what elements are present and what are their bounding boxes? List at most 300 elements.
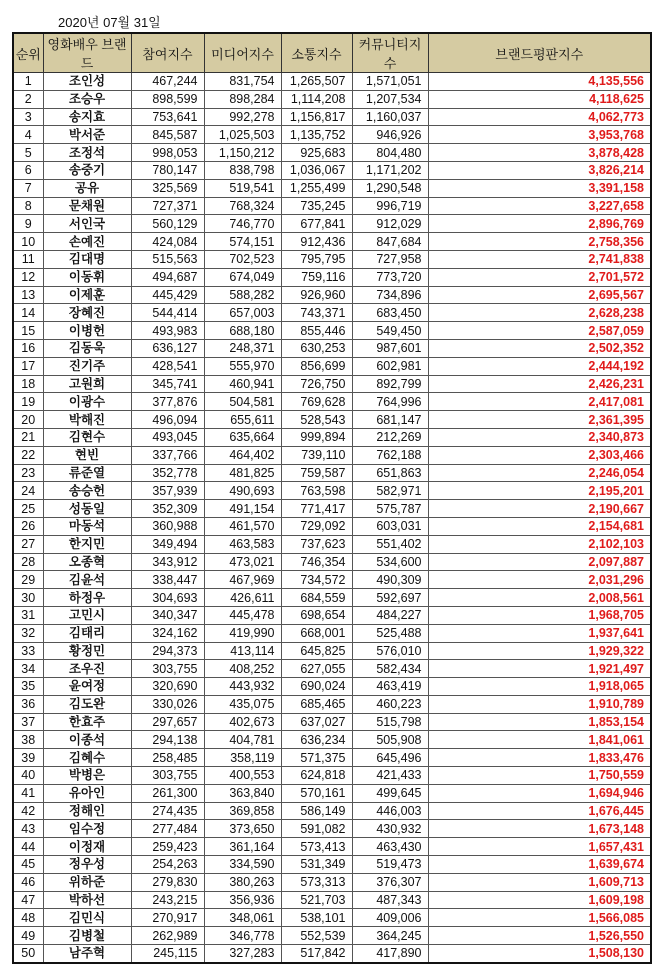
community-cell: 1,290,548 (352, 179, 428, 197)
actor-name-cell: 조인성 (43, 73, 131, 91)
communication-cell: 1,135,752 (281, 126, 352, 144)
media-cell: 655,611 (204, 411, 281, 429)
media-cell: 363,840 (204, 784, 281, 802)
rank-cell: 48 (13, 909, 43, 927)
actor-name-cell: 조승우 (43, 90, 131, 108)
rank-cell: 2 (13, 90, 43, 108)
communication-cell: 627,055 (281, 660, 352, 678)
actor-name-cell: 성동일 (43, 500, 131, 518)
table-row (13, 304, 651, 322)
table-row (13, 339, 651, 357)
participation-cell: 445,429 (131, 286, 204, 304)
reputation-total-cell: 1,657,431 (428, 838, 651, 856)
table-row (13, 891, 651, 909)
media-cell: 334,590 (204, 856, 281, 874)
participation-cell: 780,147 (131, 161, 204, 179)
media-cell: 481,825 (204, 464, 281, 482)
community-cell: 421,433 (352, 767, 428, 785)
actor-name-cell: 박서준 (43, 126, 131, 144)
communication-cell: 528,543 (281, 411, 352, 429)
participation-cell: 262,989 (131, 927, 204, 945)
actor-name-cell: 진기주 (43, 357, 131, 375)
community-cell: 534,600 (352, 553, 428, 571)
reputation-total-cell: 1,929,322 (428, 642, 651, 660)
communication-cell: 795,795 (281, 250, 352, 268)
community-cell: 551,402 (352, 535, 428, 553)
rank-cell: 42 (13, 802, 43, 820)
media-cell: 504,581 (204, 393, 281, 411)
report-date: 2020년 07월 31일 (58, 15, 161, 30)
community-cell: 575,787 (352, 500, 428, 518)
participation-cell: 493,045 (131, 428, 204, 446)
reputation-total-cell: 1,609,713 (428, 873, 651, 891)
media-cell: 402,673 (204, 713, 281, 731)
reputation-total-cell: 1,508,130 (428, 945, 651, 963)
media-cell: 838,798 (204, 161, 281, 179)
reputation-total-cell: 1,676,445 (428, 802, 651, 820)
table-row (13, 873, 651, 891)
reputation-total-cell: 4,062,773 (428, 108, 651, 126)
communication-cell: 912,436 (281, 233, 352, 251)
reputation-total-cell: 2,195,201 (428, 482, 651, 500)
community-cell: 912,029 (352, 215, 428, 233)
communication-cell: 668,001 (281, 624, 352, 642)
participation-cell: 753,641 (131, 108, 204, 126)
actor-name-cell: 이광수 (43, 393, 131, 411)
participation-cell: 845,587 (131, 126, 204, 144)
brand-reputation-table (12, 32, 652, 964)
communication-cell: 538,101 (281, 909, 352, 927)
participation-cell: 325,569 (131, 179, 204, 197)
participation-cell: 320,690 (131, 678, 204, 696)
participation-cell: 428,541 (131, 357, 204, 375)
actor-name-cell: 이제훈 (43, 286, 131, 304)
media-cell: 400,553 (204, 767, 281, 785)
community-cell: 582,434 (352, 660, 428, 678)
community-cell: 364,245 (352, 927, 428, 945)
communication-cell: 737,623 (281, 535, 352, 553)
communication-cell: 856,699 (281, 357, 352, 375)
header-actor-brand: 영화배우 브랜드 (43, 33, 131, 73)
rank-cell: 19 (13, 393, 43, 411)
rank-cell: 43 (13, 820, 43, 838)
participation-cell: 898,599 (131, 90, 204, 108)
reputation-total-cell: 1,841,061 (428, 731, 651, 749)
media-cell: 408,252 (204, 660, 281, 678)
communication-cell: 677,841 (281, 215, 352, 233)
actor-name-cell: 김태리 (43, 624, 131, 642)
actor-name-cell: 마동석 (43, 517, 131, 535)
table-row (13, 375, 651, 393)
communication-cell: 573,413 (281, 838, 352, 856)
communication-cell: 746,354 (281, 553, 352, 571)
rank-cell: 34 (13, 660, 43, 678)
header-rank: 순위 (13, 33, 43, 73)
participation-cell: 279,830 (131, 873, 204, 891)
rank-cell: 20 (13, 411, 43, 429)
participation-cell: 494,687 (131, 268, 204, 286)
rank-cell: 4 (13, 126, 43, 144)
communication-cell: 1,265,507 (281, 73, 352, 91)
community-cell: 463,419 (352, 678, 428, 696)
participation-cell: 467,244 (131, 73, 204, 91)
rank-cell: 29 (13, 571, 43, 589)
actor-name-cell: 황정민 (43, 642, 131, 660)
rank-cell: 10 (13, 233, 43, 251)
reputation-total-cell: 2,097,887 (428, 553, 651, 571)
rank-cell: 44 (13, 838, 43, 856)
rank-cell: 23 (13, 464, 43, 482)
communication-cell: 690,024 (281, 678, 352, 696)
actor-name-cell: 한지민 (43, 535, 131, 553)
media-cell: 445,478 (204, 606, 281, 624)
communication-cell: 685,465 (281, 695, 352, 713)
rank-cell: 26 (13, 517, 43, 535)
media-cell: 248,371 (204, 339, 281, 357)
reputation-total-cell: 2,701,572 (428, 268, 651, 286)
header-communication-index: 소통지수 (281, 33, 352, 73)
reputation-total-cell: 2,154,681 (428, 517, 651, 535)
community-cell: 576,010 (352, 642, 428, 660)
media-cell: 460,941 (204, 375, 281, 393)
community-cell: 651,863 (352, 464, 428, 482)
reputation-total-cell: 1,918,065 (428, 678, 651, 696)
table-row (13, 144, 651, 162)
reputation-total-cell: 2,340,873 (428, 428, 651, 446)
reputation-total-cell: 2,426,231 (428, 375, 651, 393)
actor-name-cell: 이병헌 (43, 322, 131, 340)
community-cell: 764,996 (352, 393, 428, 411)
communication-cell: 636,234 (281, 731, 352, 749)
participation-cell: 636,127 (131, 339, 204, 357)
communication-cell: 521,703 (281, 891, 352, 909)
actor-name-cell: 유아인 (43, 784, 131, 802)
participation-cell: 324,162 (131, 624, 204, 642)
reputation-total-cell: 2,417,081 (428, 393, 651, 411)
rank-cell: 1 (13, 73, 43, 91)
actor-name-cell: 서인국 (43, 215, 131, 233)
communication-cell: 763,598 (281, 482, 352, 500)
participation-cell: 304,693 (131, 589, 204, 607)
header-row (13, 33, 651, 73)
rank-cell: 27 (13, 535, 43, 553)
community-cell: 484,227 (352, 606, 428, 624)
table-row (13, 197, 651, 215)
table-row (13, 500, 651, 518)
reputation-total-cell: 1,833,476 (428, 749, 651, 767)
table-row (13, 90, 651, 108)
table-body (13, 73, 651, 963)
table-row (13, 784, 651, 802)
communication-cell: 1,255,499 (281, 179, 352, 197)
media-cell: 635,664 (204, 428, 281, 446)
actor-name-cell: 현빈 (43, 446, 131, 464)
media-cell: 555,970 (204, 357, 281, 375)
communication-cell: 1,114,208 (281, 90, 352, 108)
communication-cell: 759,587 (281, 464, 352, 482)
community-cell: 847,684 (352, 233, 428, 251)
actor-name-cell: 하정우 (43, 589, 131, 607)
table-row (13, 802, 651, 820)
reputation-total-cell: 1,853,154 (428, 713, 651, 731)
table-row (13, 606, 651, 624)
participation-cell: 377,876 (131, 393, 204, 411)
community-cell: 762,188 (352, 446, 428, 464)
table-row (13, 589, 651, 607)
actor-name-cell: 김윤석 (43, 571, 131, 589)
communication-cell: 684,559 (281, 589, 352, 607)
participation-cell: 303,755 (131, 660, 204, 678)
reputation-total-cell: 2,102,103 (428, 535, 651, 553)
media-cell: 346,778 (204, 927, 281, 945)
participation-cell: 493,983 (131, 322, 204, 340)
participation-cell: 297,657 (131, 713, 204, 731)
actor-name-cell: 이동휘 (43, 268, 131, 286)
actor-name-cell: 공유 (43, 179, 131, 197)
communication-cell: 999,894 (281, 428, 352, 446)
community-cell: 446,003 (352, 802, 428, 820)
rank-cell: 35 (13, 678, 43, 696)
actor-name-cell: 장혜진 (43, 304, 131, 322)
reputation-total-cell: 1,910,789 (428, 695, 651, 713)
rank-cell: 9 (13, 215, 43, 233)
community-cell: 987,601 (352, 339, 428, 357)
communication-cell: 743,371 (281, 304, 352, 322)
reputation-total-cell: 2,031,296 (428, 571, 651, 589)
community-cell: 727,958 (352, 250, 428, 268)
table-row (13, 571, 651, 589)
communication-cell: 637,027 (281, 713, 352, 731)
rank-cell: 41 (13, 784, 43, 802)
media-cell: 419,990 (204, 624, 281, 642)
table-row (13, 268, 651, 286)
reputation-total-cell: 2,444,192 (428, 357, 651, 375)
reputation-total-cell: 1,750,559 (428, 767, 651, 785)
reputation-total-cell: 1,968,705 (428, 606, 651, 624)
reputation-total-cell: 1,609,198 (428, 891, 651, 909)
communication-cell: 571,375 (281, 749, 352, 767)
rank-cell: 37 (13, 713, 43, 731)
actor-name-cell: 이정재 (43, 838, 131, 856)
media-cell: 831,754 (204, 73, 281, 91)
actor-name-cell: 김혜수 (43, 749, 131, 767)
community-cell: 1,171,202 (352, 161, 428, 179)
table-row (13, 428, 651, 446)
rank-cell: 7 (13, 179, 43, 197)
media-cell: 443,932 (204, 678, 281, 696)
community-cell: 505,908 (352, 731, 428, 749)
table-row (13, 678, 651, 696)
table-row (13, 695, 651, 713)
media-cell: 369,858 (204, 802, 281, 820)
media-cell: 413,114 (204, 642, 281, 660)
actor-name-cell: 박병은 (43, 767, 131, 785)
table-row (13, 446, 651, 464)
header-community-index: 커뮤니티지수 (352, 33, 428, 73)
reputation-total-cell: 1,937,641 (428, 624, 651, 642)
reputation-total-cell: 2,246,054 (428, 464, 651, 482)
actor-name-cell: 류준열 (43, 464, 131, 482)
rank-cell: 24 (13, 482, 43, 500)
media-cell: 356,936 (204, 891, 281, 909)
media-cell: 464,402 (204, 446, 281, 464)
communication-cell: 1,156,817 (281, 108, 352, 126)
communication-cell: 573,313 (281, 873, 352, 891)
media-cell: 361,164 (204, 838, 281, 856)
rank-cell: 14 (13, 304, 43, 322)
community-cell: 804,480 (352, 144, 428, 162)
media-cell: 491,154 (204, 500, 281, 518)
actor-name-cell: 김병철 (43, 927, 131, 945)
media-cell: 358,119 (204, 749, 281, 767)
actor-name-cell: 김현수 (43, 428, 131, 446)
reputation-total-cell: 2,628,238 (428, 304, 651, 322)
table-row (13, 517, 651, 535)
media-cell: 1,150,212 (204, 144, 281, 162)
rank-cell: 31 (13, 606, 43, 624)
media-cell: 348,061 (204, 909, 281, 927)
participation-cell: 270,917 (131, 909, 204, 927)
table-row (13, 322, 651, 340)
table-row (13, 642, 651, 660)
community-cell: 683,450 (352, 304, 428, 322)
reputation-total-cell: 2,896,769 (428, 215, 651, 233)
table-row (13, 856, 651, 874)
participation-cell: 727,371 (131, 197, 204, 215)
community-cell: 734,896 (352, 286, 428, 304)
participation-cell: 352,778 (131, 464, 204, 482)
rank-cell: 39 (13, 749, 43, 767)
table-row (13, 553, 651, 571)
actor-name-cell: 윤여정 (43, 678, 131, 696)
community-cell: 1,160,037 (352, 108, 428, 126)
community-cell: 549,450 (352, 322, 428, 340)
header-brand-reputation-index: 브랜드평판지수 (428, 33, 651, 73)
actor-name-cell: 고민시 (43, 606, 131, 624)
table-row (13, 233, 651, 251)
rank-cell: 21 (13, 428, 43, 446)
table-row (13, 286, 651, 304)
rank-cell: 17 (13, 357, 43, 375)
rank-cell: 18 (13, 375, 43, 393)
community-cell: 582,971 (352, 482, 428, 500)
reputation-total-cell: 4,135,556 (428, 73, 651, 91)
actor-name-cell: 조우진 (43, 660, 131, 678)
communication-cell: 630,253 (281, 339, 352, 357)
table-row (13, 464, 651, 482)
community-cell: 525,488 (352, 624, 428, 642)
media-cell: 657,003 (204, 304, 281, 322)
participation-cell: 424,084 (131, 233, 204, 251)
participation-cell: 338,447 (131, 571, 204, 589)
participation-cell: 274,435 (131, 802, 204, 820)
table-row (13, 713, 651, 731)
table-row (13, 73, 651, 91)
community-cell: 946,926 (352, 126, 428, 144)
actor-name-cell: 정해인 (43, 802, 131, 820)
participation-cell: 294,138 (131, 731, 204, 749)
actor-name-cell: 김대명 (43, 250, 131, 268)
actor-name-cell: 이종석 (43, 731, 131, 749)
reputation-total-cell: 2,008,561 (428, 589, 651, 607)
community-cell: 1,207,534 (352, 90, 428, 108)
rank-cell: 36 (13, 695, 43, 713)
header-participation-index: 참여지수 (131, 33, 204, 73)
communication-cell: 771,417 (281, 500, 352, 518)
participation-cell: 337,766 (131, 446, 204, 464)
participation-cell: 258,485 (131, 749, 204, 767)
media-cell: 461,570 (204, 517, 281, 535)
media-cell: 746,770 (204, 215, 281, 233)
table-row (13, 179, 651, 197)
actor-name-cell: 조정석 (43, 144, 131, 162)
reputation-total-cell: 3,227,658 (428, 197, 651, 215)
media-cell: 898,284 (204, 90, 281, 108)
communication-cell: 726,750 (281, 375, 352, 393)
media-cell: 702,523 (204, 250, 281, 268)
table-row (13, 838, 651, 856)
reputation-total-cell: 1,673,148 (428, 820, 651, 838)
actor-name-cell: 김도완 (43, 695, 131, 713)
rank-cell: 47 (13, 891, 43, 909)
media-cell: 992,278 (204, 108, 281, 126)
communication-cell: 624,818 (281, 767, 352, 785)
community-cell: 417,890 (352, 945, 428, 963)
participation-cell: 243,215 (131, 891, 204, 909)
participation-cell: 261,300 (131, 784, 204, 802)
rank-cell: 28 (13, 553, 43, 571)
actor-name-cell: 송중기 (43, 161, 131, 179)
communication-cell: 591,082 (281, 820, 352, 838)
participation-cell: 345,741 (131, 375, 204, 393)
communication-cell: 645,825 (281, 642, 352, 660)
table-row (13, 927, 651, 945)
table-row (13, 535, 651, 553)
participation-cell: 496,094 (131, 411, 204, 429)
participation-cell: 259,423 (131, 838, 204, 856)
reputation-total-cell: 2,695,567 (428, 286, 651, 304)
reputation-total-cell: 1,526,550 (428, 927, 651, 945)
table-row (13, 660, 651, 678)
community-cell: 592,697 (352, 589, 428, 607)
participation-cell: 277,484 (131, 820, 204, 838)
media-cell: 380,263 (204, 873, 281, 891)
media-cell: 768,324 (204, 197, 281, 215)
table-row (13, 250, 651, 268)
rank-cell: 22 (13, 446, 43, 464)
actor-name-cell: 박하선 (43, 891, 131, 909)
actor-name-cell: 김동욱 (43, 339, 131, 357)
actor-name-cell: 송승헌 (43, 482, 131, 500)
reputation-total-cell: 2,758,356 (428, 233, 651, 251)
communication-cell: 759,116 (281, 268, 352, 286)
media-cell: 463,583 (204, 535, 281, 553)
communication-cell: 925,683 (281, 144, 352, 162)
rank-cell: 32 (13, 624, 43, 642)
community-cell: 460,223 (352, 695, 428, 713)
media-cell: 467,969 (204, 571, 281, 589)
rank-cell: 12 (13, 268, 43, 286)
media-cell: 519,541 (204, 179, 281, 197)
media-cell: 404,781 (204, 731, 281, 749)
reputation-total-cell: 2,190,667 (428, 500, 651, 518)
actor-name-cell: 고원희 (43, 375, 131, 393)
media-cell: 373,650 (204, 820, 281, 838)
rank-cell: 45 (13, 856, 43, 874)
media-cell: 426,611 (204, 589, 281, 607)
rank-cell: 30 (13, 589, 43, 607)
community-cell: 645,496 (352, 749, 428, 767)
